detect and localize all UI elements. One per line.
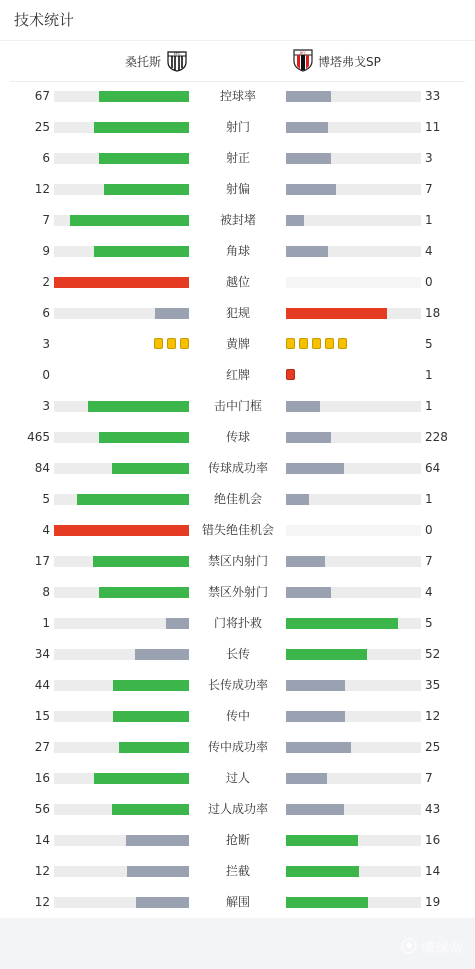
home-team-name: 桑托斯 bbox=[124, 54, 161, 69]
away-value: 0 bbox=[425, 275, 433, 289]
away-value: 3 bbox=[425, 151, 433, 165]
away-value: 4 bbox=[425, 585, 433, 599]
away-value: 19 bbox=[425, 895, 441, 909]
home-value: 17 bbox=[34, 554, 50, 568]
away-value: 0 bbox=[425, 523, 433, 537]
stat-label: 控球率 bbox=[219, 89, 256, 103]
home-team[interactable] bbox=[125, 41, 189, 81]
home-bar-track bbox=[54, 308, 189, 319]
home-bar-track bbox=[54, 401, 189, 412]
away-bar bbox=[286, 773, 327, 784]
away-bar-track bbox=[286, 587, 421, 598]
stat-label: 射偏 bbox=[225, 182, 250, 196]
yellow-card-icon bbox=[312, 338, 321, 349]
stat-row bbox=[0, 360, 475, 391]
away-cards bbox=[286, 338, 347, 349]
stat-label: 绝佳机会 bbox=[213, 492, 262, 506]
home-value: 8 bbox=[42, 585, 50, 599]
away-bar bbox=[286, 835, 358, 846]
away-bar-track bbox=[286, 401, 421, 412]
home-value: 6 bbox=[42, 151, 50, 165]
stat-label: 禁区内射门 bbox=[207, 554, 268, 568]
stat-row bbox=[0, 174, 475, 205]
away-bar-track bbox=[286, 122, 421, 133]
home-bar bbox=[54, 525, 189, 536]
home-bar-track bbox=[54, 587, 189, 598]
home-bar bbox=[113, 680, 189, 691]
home-value: 14 bbox=[34, 833, 50, 847]
away-bar-track bbox=[286, 773, 421, 784]
away-bar bbox=[286, 866, 359, 877]
away-bar bbox=[286, 618, 398, 629]
home-bar bbox=[136, 897, 189, 908]
stat-label: 击中门框 bbox=[213, 399, 262, 413]
stat-label: 长传成功率 bbox=[207, 678, 268, 692]
away-bar-track bbox=[286, 215, 421, 226]
away-bar-track bbox=[286, 91, 421, 102]
away-bar-track bbox=[286, 525, 421, 536]
home-bar-track bbox=[54, 153, 189, 164]
away-bar-track bbox=[286, 742, 421, 753]
away-bar-track bbox=[286, 649, 421, 660]
stat-row bbox=[0, 453, 475, 484]
watermark bbox=[401, 938, 463, 958]
away-bar bbox=[286, 463, 344, 474]
stat-row bbox=[0, 701, 475, 732]
stat-label: 抢断 bbox=[225, 833, 250, 847]
stat-row bbox=[0, 391, 475, 422]
away-value: 11 bbox=[425, 120, 441, 134]
home-bar bbox=[88, 401, 189, 412]
home-bar-track bbox=[54, 742, 189, 753]
away-value: 18 bbox=[425, 306, 441, 320]
away-bar bbox=[286, 215, 304, 226]
home-bar bbox=[155, 308, 189, 319]
home-value: 5 bbox=[42, 492, 50, 506]
home-value: 3 bbox=[42, 399, 50, 413]
stat-row bbox=[0, 825, 475, 856]
away-cards bbox=[286, 369, 295, 380]
yellow-card-icon bbox=[167, 338, 176, 349]
away-value: 5 bbox=[425, 616, 433, 630]
home-bar bbox=[93, 556, 189, 567]
away-bar bbox=[286, 804, 344, 815]
home-cards bbox=[154, 338, 189, 349]
away-value: 52 bbox=[425, 647, 441, 661]
home-bar bbox=[94, 773, 189, 784]
stat-label: 解围 bbox=[225, 895, 250, 909]
home-bar-track bbox=[54, 680, 189, 691]
away-bar-track bbox=[286, 680, 421, 691]
away-bar-track bbox=[286, 153, 421, 164]
stat-label: 射门 bbox=[225, 120, 250, 134]
home-value: 84 bbox=[34, 461, 50, 475]
away-bar-track bbox=[286, 432, 421, 443]
home-bar-track bbox=[54, 866, 189, 877]
home-bar bbox=[104, 184, 189, 195]
home-value: 3 bbox=[42, 337, 50, 351]
home-bar bbox=[94, 122, 189, 133]
stat-label: 过人 bbox=[225, 771, 250, 785]
stat-label: 红牌 bbox=[225, 368, 250, 382]
home-value: 0 bbox=[42, 368, 50, 382]
home-bar-track bbox=[54, 649, 189, 660]
away-value: 35 bbox=[425, 678, 441, 692]
watermark-text: 懂球帝 bbox=[421, 941, 463, 957]
stat-row bbox=[0, 205, 475, 236]
home-bar bbox=[99, 153, 189, 164]
stat-label: 禁区外射门 bbox=[207, 585, 268, 599]
stat-label: 传中成功率 bbox=[207, 740, 268, 754]
home-bar bbox=[127, 866, 189, 877]
away-bar bbox=[286, 153, 331, 164]
svg-text:BFC: BFC bbox=[299, 50, 307, 55]
yellow-card-icon bbox=[180, 338, 189, 349]
home-bar-track bbox=[54, 525, 189, 536]
home-bar bbox=[135, 649, 189, 660]
section-title: 技术统计 bbox=[14, 11, 75, 29]
stat-row bbox=[0, 298, 475, 329]
home-bar-track bbox=[54, 773, 189, 784]
stat-label: 拦截 bbox=[225, 864, 250, 878]
away-value: 43 bbox=[425, 802, 441, 816]
stat-label: 射正 bbox=[225, 151, 250, 165]
away-bar bbox=[286, 184, 336, 195]
stat-row bbox=[0, 143, 475, 174]
stat-row bbox=[0, 794, 475, 825]
home-value: 6 bbox=[42, 306, 50, 320]
home-bar bbox=[54, 277, 189, 288]
home-bar-track bbox=[54, 432, 189, 443]
home-value: 1 bbox=[42, 616, 50, 630]
away-bar-track bbox=[286, 897, 421, 908]
red-card-icon bbox=[286, 369, 295, 380]
svg-text:SFC: SFC bbox=[173, 51, 181, 56]
stat-row bbox=[0, 577, 475, 608]
stat-label: 过人成功率 bbox=[207, 802, 268, 816]
home-value: 12 bbox=[34, 864, 50, 878]
home-bar-track bbox=[54, 463, 189, 474]
away-bar-track bbox=[286, 184, 421, 195]
stat-row bbox=[0, 639, 475, 670]
away-bar bbox=[286, 401, 320, 412]
home-bar bbox=[113, 711, 189, 722]
stat-row bbox=[0, 515, 475, 546]
away-bar-track bbox=[286, 494, 421, 505]
home-bar-track bbox=[54, 804, 189, 815]
away-team-name: 博塔弗戈SP bbox=[318, 54, 381, 69]
stat-row bbox=[0, 887, 475, 918]
home-bar-track bbox=[54, 556, 189, 567]
home-value: 25 bbox=[34, 120, 50, 134]
soccer-ball-icon bbox=[401, 938, 417, 958]
stat-label: 传球成功率 bbox=[207, 461, 268, 475]
home-value: 56 bbox=[34, 802, 50, 816]
yellow-card-icon bbox=[286, 338, 295, 349]
away-value: 5 bbox=[425, 337, 433, 351]
away-value: 64 bbox=[425, 461, 441, 475]
yellow-card-icon bbox=[299, 338, 308, 349]
away-bar bbox=[286, 649, 367, 660]
stat-row bbox=[0, 267, 475, 298]
home-bar bbox=[94, 246, 189, 257]
home-value: 12 bbox=[34, 182, 50, 196]
stat-row bbox=[0, 763, 475, 794]
stat-label: 角球 bbox=[225, 244, 250, 258]
away-bar-track bbox=[286, 835, 421, 846]
home-value: 15 bbox=[34, 709, 50, 723]
home-value: 4 bbox=[42, 523, 50, 537]
away-value: 7 bbox=[425, 771, 433, 785]
home-value: 34 bbox=[34, 647, 50, 661]
stat-row bbox=[0, 236, 475, 267]
home-value: 12 bbox=[34, 895, 50, 909]
home-bar-track bbox=[54, 711, 189, 722]
away-value: 4 bbox=[425, 244, 433, 258]
away-bar bbox=[286, 556, 325, 567]
away-bar bbox=[286, 246, 328, 257]
home-bar-track bbox=[54, 91, 189, 102]
away-bar bbox=[286, 587, 331, 598]
away-value: 33 bbox=[425, 89, 441, 103]
stat-label: 犯规 bbox=[225, 306, 250, 320]
away-value: 14 bbox=[425, 864, 441, 878]
home-bar-track bbox=[54, 246, 189, 257]
home-bar-track bbox=[54, 215, 189, 226]
stat-row bbox=[0, 856, 475, 887]
away-value: 1 bbox=[425, 492, 433, 506]
home-bar-track bbox=[54, 494, 189, 505]
home-bar bbox=[119, 742, 189, 753]
home-bar bbox=[166, 618, 189, 629]
away-bar-track bbox=[286, 556, 421, 567]
stats-list bbox=[0, 81, 475, 918]
stat-row bbox=[0, 484, 475, 515]
home-bar bbox=[99, 91, 189, 102]
home-bar bbox=[99, 587, 189, 598]
yellow-card-icon bbox=[154, 338, 163, 349]
yellow-card-icon bbox=[325, 338, 334, 349]
stat-label: 传球 bbox=[225, 430, 250, 444]
away-bar-track bbox=[286, 463, 421, 474]
away-bar-track bbox=[286, 618, 421, 629]
home-bar-track bbox=[54, 897, 189, 908]
stat-label: 黄牌 bbox=[225, 337, 250, 351]
stat-row bbox=[0, 608, 475, 639]
away-value: 12 bbox=[425, 709, 441, 723]
home-team-crest-icon bbox=[165, 48, 189, 75]
home-bar bbox=[70, 215, 189, 226]
away-bar-track bbox=[286, 246, 421, 257]
home-bar-track bbox=[54, 122, 189, 133]
stat-row bbox=[0, 81, 475, 112]
stat-row bbox=[0, 732, 475, 763]
away-value: 1 bbox=[425, 368, 433, 382]
home-bar bbox=[112, 804, 189, 815]
home-bar bbox=[112, 463, 189, 474]
yellow-card-icon bbox=[338, 338, 347, 349]
home-value: 67 bbox=[34, 89, 50, 103]
away-bar-track bbox=[286, 804, 421, 815]
home-bar bbox=[126, 835, 189, 846]
away-bar bbox=[286, 308, 387, 319]
away-value: 25 bbox=[425, 740, 441, 754]
away-value: 7 bbox=[425, 554, 433, 568]
home-bar-track bbox=[54, 835, 189, 846]
stat-label: 长传 bbox=[225, 647, 250, 661]
home-value: 44 bbox=[34, 678, 50, 692]
stat-label: 传中 bbox=[225, 709, 250, 723]
away-bar bbox=[286, 432, 331, 443]
home-bar bbox=[77, 494, 189, 505]
home-bar bbox=[99, 432, 189, 443]
stat-row bbox=[0, 422, 475, 453]
away-bar bbox=[286, 91, 331, 102]
away-bar bbox=[286, 680, 345, 691]
away-bar bbox=[286, 122, 328, 133]
home-bar-track bbox=[54, 184, 189, 195]
away-team-crest-icon bbox=[292, 48, 314, 75]
home-bar-track bbox=[54, 277, 189, 288]
home-value: 27 bbox=[34, 740, 50, 754]
away-bar-track bbox=[286, 277, 421, 288]
away-team[interactable] bbox=[292, 41, 381, 81]
away-value: 7 bbox=[425, 182, 433, 196]
away-bar bbox=[286, 897, 368, 908]
home-value: 465 bbox=[27, 430, 50, 444]
stat-row bbox=[0, 329, 475, 360]
home-value: 16 bbox=[34, 771, 50, 785]
away-value: 1 bbox=[425, 399, 433, 413]
home-value: 2 bbox=[42, 275, 50, 289]
away-value: 1 bbox=[425, 213, 433, 227]
away-bar bbox=[286, 742, 351, 753]
stat-label: 错失绝佳机会 bbox=[201, 523, 274, 537]
away-bar-track bbox=[286, 711, 421, 722]
away-bar-track bbox=[286, 308, 421, 319]
away-bar bbox=[286, 711, 345, 722]
stat-row bbox=[0, 112, 475, 143]
stat-label: 越位 bbox=[225, 275, 250, 289]
away-value: 228 bbox=[425, 430, 448, 444]
home-bar-track bbox=[54, 618, 189, 629]
stat-label: 门将扑救 bbox=[213, 616, 262, 630]
home-value: 7 bbox=[42, 213, 50, 227]
away-bar bbox=[286, 494, 309, 505]
home-value: 9 bbox=[42, 244, 50, 258]
stat-row bbox=[0, 546, 475, 577]
away-bar-track bbox=[286, 866, 421, 877]
away-value: 16 bbox=[425, 833, 441, 847]
stat-row bbox=[0, 670, 475, 701]
stat-label: 被封堵 bbox=[219, 213, 256, 227]
teams-header bbox=[0, 41, 475, 81]
